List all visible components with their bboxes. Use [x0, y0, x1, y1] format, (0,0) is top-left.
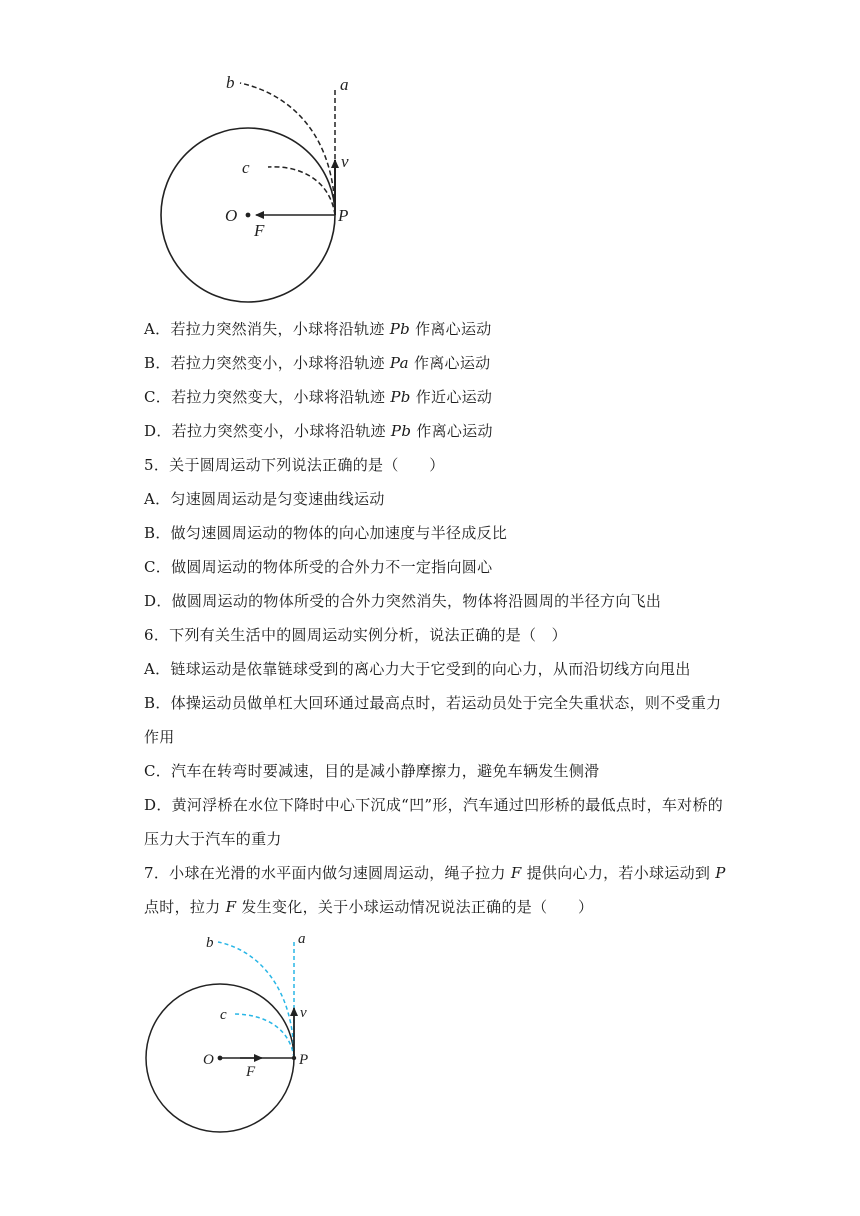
label-O: O [203, 1052, 214, 1068]
q5-option-c: C．做圆周运动的物体所受的合外力不一定指向圆心 [144, 558, 493, 576]
label-b: b [206, 935, 214, 951]
figure-circular-motion-2 [140, 928, 340, 1134]
label-a: a [298, 931, 306, 947]
q5-stem: 5．关于圆周运动下列说法正确的是（ ） [144, 456, 445, 474]
q6-option-d-cont: 压力大于汽车的重力 [144, 830, 282, 848]
q6-option-b: B．体操运动员做单杠大回环通过最高点时，若运动员处于完全失重状态，则不受重力 [144, 694, 722, 712]
point-p [292, 1056, 296, 1060]
q4-option-b: B．若拉力突然变小，小球将沿轨迹 Pa 作离心运动 [144, 354, 491, 372]
center-point [218, 1056, 223, 1061]
q4-option-d: D．若拉力突然变小，小球将沿轨迹 Pb 作离心运动 [144, 422, 493, 440]
path-b [240, 83, 335, 215]
q6-option-a: A．链球运动是依靠链球受到的离心力大于它受到的向心力，从而沿切线方向甩出 [144, 660, 691, 678]
q5-option-a: A．匀速圆周运动是匀变速曲线运动 [144, 490, 385, 508]
q4-option-c: C．若拉力突然变大，小球将沿轨迹 Pb 作近心运动 [144, 388, 493, 406]
q5-option-d: D．做圆周运动的物体所受的合外力突然消失，物体将沿圆周的半径方向飞出 [144, 592, 662, 610]
path-b [218, 942, 294, 1058]
label-P: P [338, 206, 349, 225]
label-v: v [300, 1005, 307, 1021]
label-a: a [340, 75, 349, 94]
q4-option-a: A．若拉力突然消失，小球将沿轨迹 Pb 作离心运动 [144, 320, 492, 338]
label-b: b [226, 73, 235, 92]
q6-option-b-cont: 作用 [144, 728, 175, 746]
label-v: v [341, 152, 349, 171]
path-c [233, 1014, 294, 1058]
q6-stem: 6．下列有关生活中的圆周运动实例分析，说法正确的是（ ） [144, 626, 567, 644]
center-point [246, 213, 251, 218]
label-P: P [299, 1052, 309, 1068]
label-c: c [242, 158, 250, 177]
label-c: c [220, 1007, 227, 1023]
q7-stem-line2: 点时，拉力 F 发生变化，关于小球运动情况说法正确的是（ ） [144, 898, 594, 916]
label-O: O [225, 206, 238, 225]
q5-option-b: B．做匀速圆周运动的物体的向心加速度与半径成反比 [144, 524, 508, 542]
label-F: F [246, 1064, 256, 1080]
q6-option-c: C．汽车在转弯时要减速，目的是减小静摩擦力，避免车辆发生侧滑 [144, 762, 600, 780]
label-F: F [254, 221, 265, 240]
q7-stem-line1: 7．小球在光滑的水平面内做匀速圆周运动，绳子拉力 F 提供向心力，若小球运动到 P [144, 864, 726, 882]
q6-option-d: D．黄河浮桥在水位下降时中心下沉成“凹”形，汽车通过凹形桥的最低点时，车对桥的 [144, 796, 724, 814]
figure-circular-motion-1 [150, 70, 360, 310]
